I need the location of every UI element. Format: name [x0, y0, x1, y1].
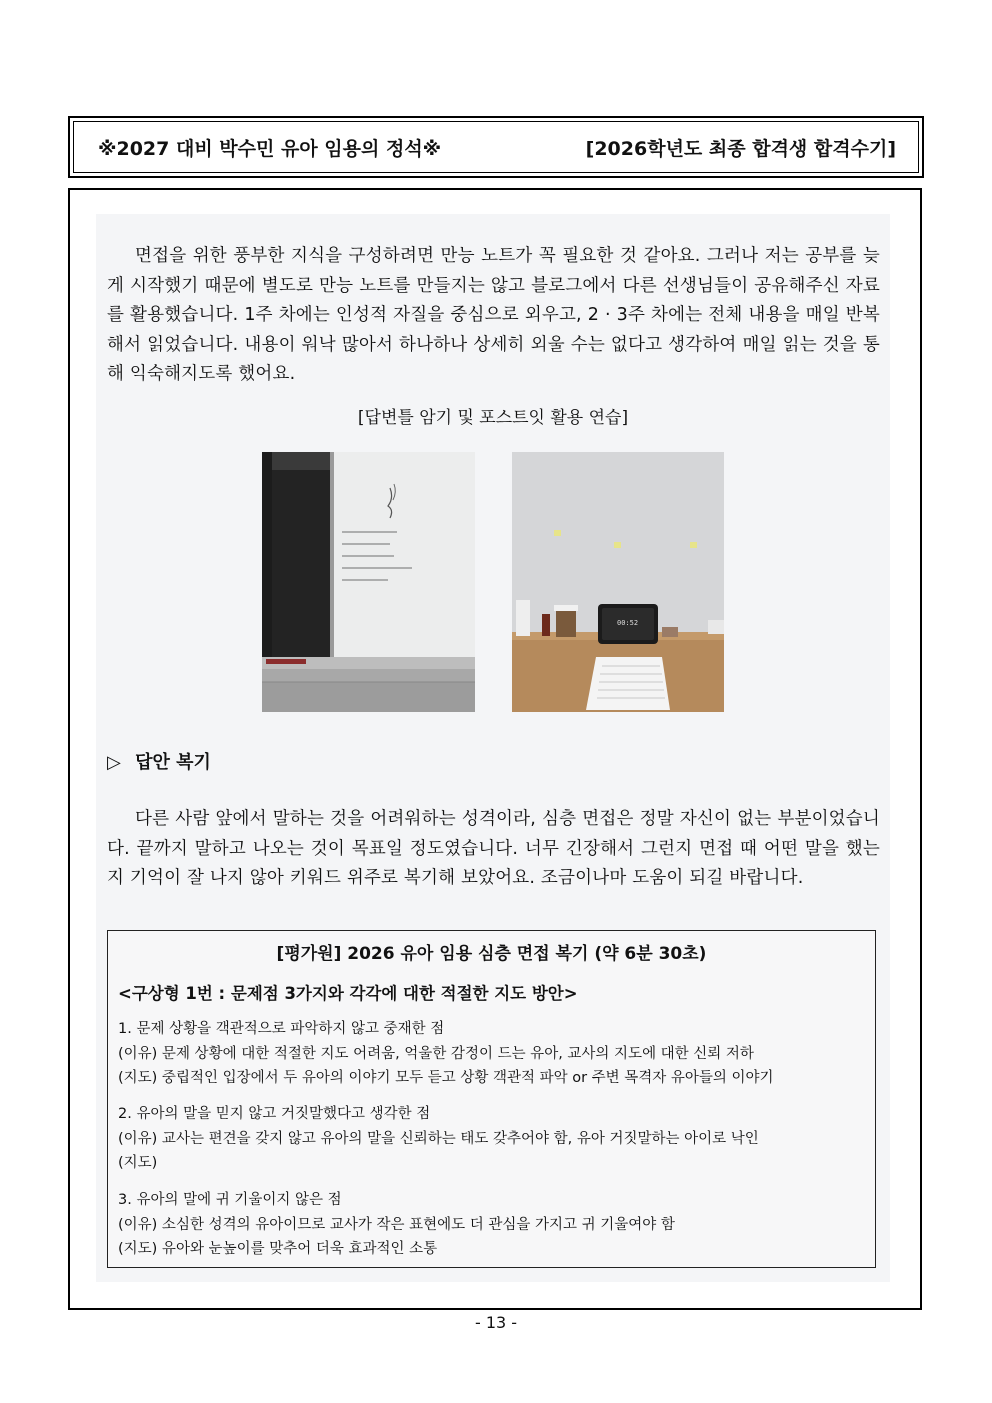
- whiteboard-photo: [262, 452, 475, 712]
- review-item-heading: 2. 유아의 말을 믿지 않고 거짓말했다고 생각한 점: [118, 1106, 431, 1122]
- intro-paragraph-text: 면접을 위한 풍부한 지식을 구성하려면 만능 노트가 꼭 필요한 것 같아요. 그러나 저는 공부를 늦게 시작했기 때문에 별도로 만능 노트를 만들지는 않고 블로그에서 다른 선생님들이 공유해주신 자료를 활용했습니다. 1주 차에는 인성적 자질을 중심으로 외우고, 2 · 3주 차에는 전체 내용을 매일 반복해서 읽었습니다. 내용이 워낙 많아서 하나하나 상세히 외울 수는 없다고 생각하여 매일 읽는 것을 통해 익숙해지도록 했어요.: [107, 246, 880, 384]
- page-number: - 13 -: [474, 1313, 518, 1332]
- review-subtitle: <구상형 1번 : 문제점 3가지와 각각에 대한 적절한 지도 방안>: [118, 984, 578, 1003]
- review-item-reason: (이유) 소심한 성격의 유아이므로 교사가 작은 표현에도 더 관심을 가지고 귀 기울여야 함: [118, 1216, 675, 1233]
- review-item-2: [118, 1102, 759, 1176]
- review-item-reason: (이유) 교사는 편견을 갖지 않고 유아의 말을 신뢰하는 태도 갖추어야 함, 유아 거짓말하는 아이로 낙인: [118, 1130, 759, 1147]
- review-item-guide: (지도) 유아와 눈높이를 맞추어 더욱 효과적인 소통: [118, 1241, 438, 1257]
- desk-illustration: [512, 452, 724, 712]
- desk-photo: [512, 452, 724, 712]
- review-item-guide: (지도) 중립적인 입장에서 두 유아의 이야기 모두 듣고 상황 객관적 파악 or 주변 목격자 유아들의 이야기: [118, 1070, 774, 1086]
- document-header: [68, 116, 924, 178]
- whiteboard-illustration: [262, 452, 475, 712]
- review-item-heading: 3. 유아의 말에 귀 기울이지 않은 점: [118, 1192, 342, 1208]
- review-item-heading: 1. 문제 상황을 객관적으로 파악하지 않고 중재한 점: [118, 1021, 445, 1037]
- review-title: [평가원] 2026 유아 임용 심층 면접 복기 (약 6분 30초): [276, 944, 707, 964]
- review-item-guide: (지도): [118, 1155, 158, 1171]
- photo-caption: [답변틀 암기 및 포스트잇 활용 연습]: [357, 408, 629, 428]
- triangle-icon: ▷: [107, 752, 121, 773]
- section-paragraph-text: 다른 사람 앞에서 말하는 것을 어려워하는 성격이라, 심층 면접은 정말 자신이 없는 부분이었습니다. 끝까지 말하고 나오는 것이 목표일 정도였습니다. 너무 긴장해서 그런지 면접 때 어떤 말을 했는지 기억이 잘 나지 않아 키워드 위주로 복기해 보았어요. 조금이나마 도움이 되길 바랍니다.: [107, 809, 880, 888]
- intro-paragraph: [107, 242, 880, 390]
- timer-readout: 00:52: [617, 619, 639, 627]
- header-inner: [73, 121, 919, 173]
- header-right-title: [2026학년도 최종 합격생 합격수기]: [585, 137, 896, 160]
- section-title: [107, 748, 211, 774]
- header-left-title: ※2027 대비 박수민 유아 임용의 정석※: [98, 137, 442, 160]
- review-item-reason: (이유) 문제 상황에 대한 적절한 지도 어려움, 억울한 감정이 드는 유아, 교사의 지도에 대한 신뢰 저하: [118, 1045, 754, 1062]
- section-title-text: 답안 복기: [135, 752, 211, 773]
- review-item-1: [118, 1017, 774, 1091]
- review-box: [107, 930, 876, 1268]
- review-item-3: [118, 1188, 675, 1262]
- section-paragraph: [107, 805, 880, 894]
